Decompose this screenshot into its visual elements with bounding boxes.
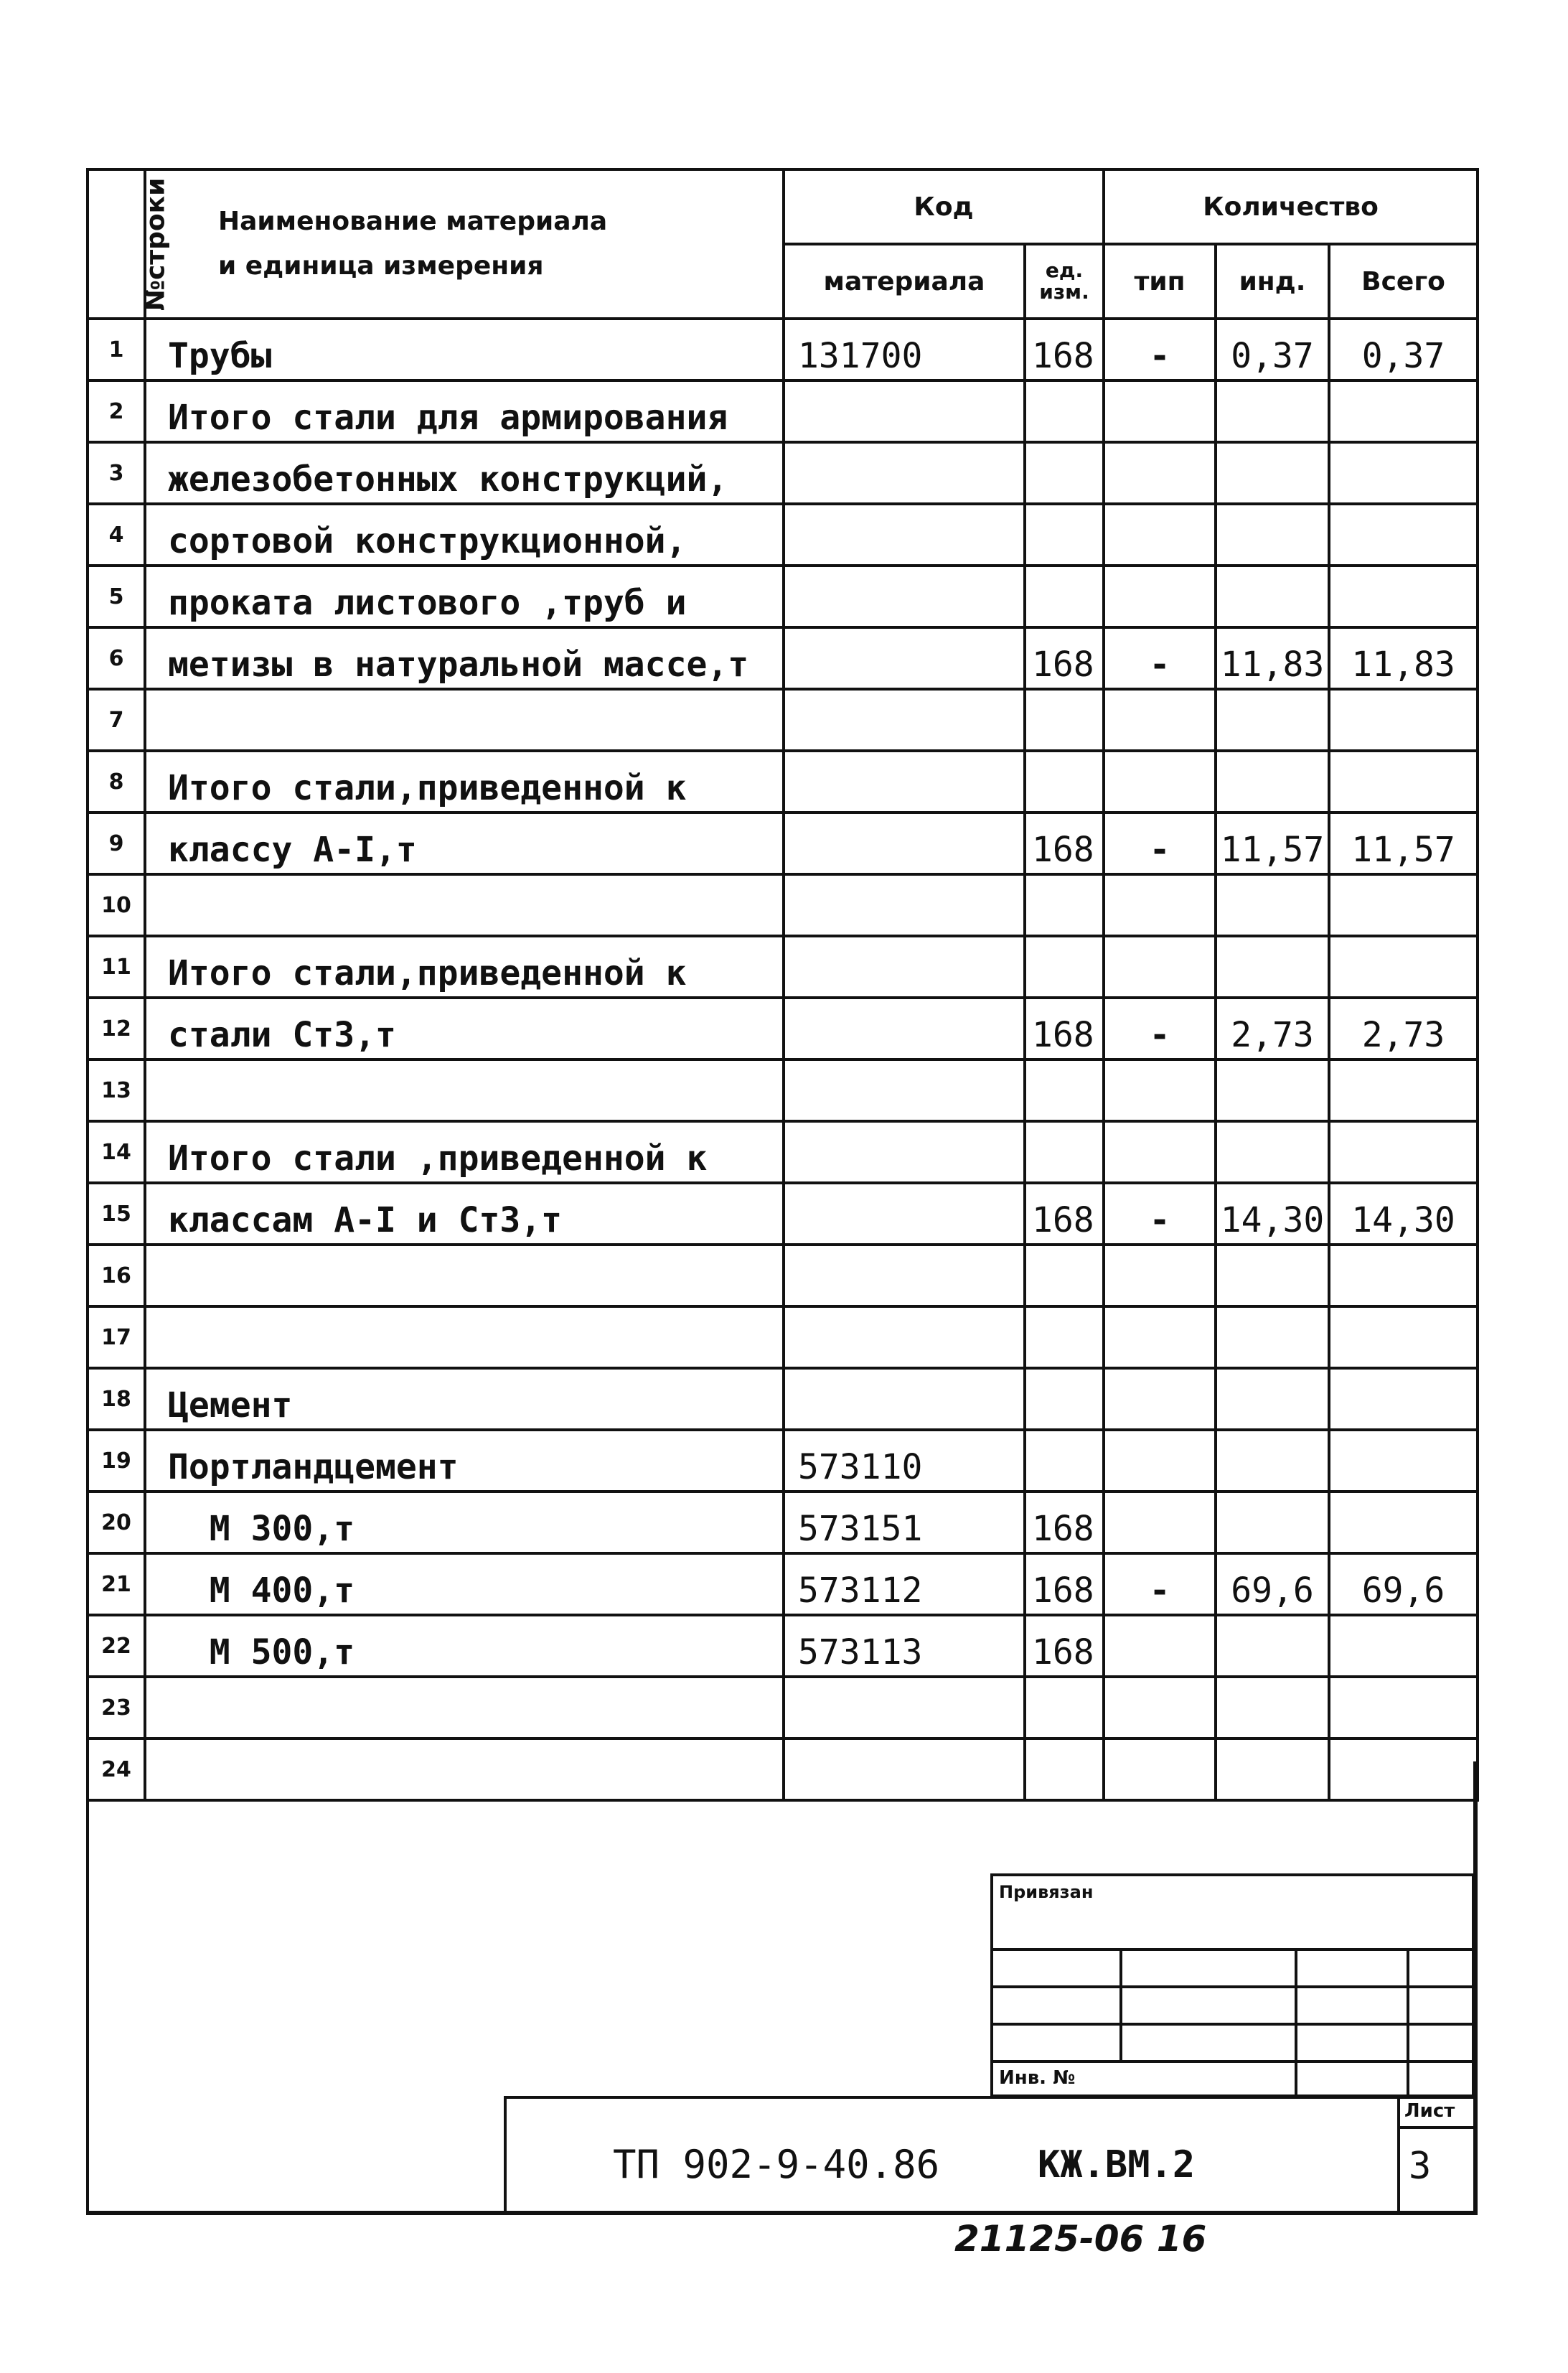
material-code-cell [784,1245,1025,1306]
stamp-line [1119,1948,1122,2063]
table-row [88,504,1478,566]
material-code-cell [784,998,1025,1059]
individual-quantity-cell [1216,1492,1329,1553]
table-row [88,1183,1478,1245]
individual-quantity-cell: 14,30 [1216,1183,1329,1245]
stamp-line [993,2023,1475,2026]
type-quantity-cell [1104,504,1216,566]
material-code-cell [784,689,1025,751]
stamp-line [1407,1948,1409,2097]
type-quantity-cell [1104,1306,1216,1368]
attached-label: Привязан [999,1882,1094,1902]
unit-code-cell: 168 [1025,1553,1104,1615]
material-code-cell [784,1738,1025,1800]
row-number-cell: 22 [88,1615,145,1677]
table-row [88,442,1478,504]
material-code-cell: 573151 [784,1492,1025,1553]
type-quantity-cell [1104,1677,1216,1738]
total-quantity-cell [1329,1368,1478,1430]
individual-quantity-cell [1216,566,1329,627]
unit-code-cell: 168 [1025,813,1104,874]
type-quantity-cell [1104,1492,1216,1553]
table-row [88,1245,1478,1306]
unit-code-cell [1025,1306,1104,1368]
material-code-cell: 573112 [784,1553,1025,1615]
binding-stamp [990,1873,1475,2097]
total-quantity-cell [1329,874,1478,936]
material-code-cell [784,1368,1025,1430]
total-quantity-cell: 11,83 [1329,627,1478,689]
total-quantity-cell [1329,751,1478,813]
table-row [88,689,1478,751]
table-row [88,1368,1478,1430]
header-type: тип [1104,244,1216,319]
type-quantity-cell: - [1104,319,1216,380]
frame-left-line [86,1761,89,2214]
material-name-cell: Итого стали,приведенной к [145,936,784,998]
material-name-cell [145,689,784,751]
total-quantity-cell [1329,1245,1478,1306]
material-code-cell [784,566,1025,627]
individual-quantity-cell: 11,57 [1216,813,1329,874]
type-quantity-cell [1104,566,1216,627]
table-row [88,1677,1478,1738]
row-number-cell: 24 [88,1738,145,1800]
unit-code-cell [1025,1059,1104,1121]
table-body [88,319,1478,1800]
unit-code-cell [1025,1677,1104,1738]
total-quantity-cell [1329,1738,1478,1800]
individual-quantity-cell [1216,1306,1329,1368]
row-number-cell: 17 [88,1306,145,1368]
type-quantity-cell [1104,1738,1216,1800]
type-quantity-cell [1104,1430,1216,1492]
unit-code-cell [1025,874,1104,936]
unit-code-cell [1025,1430,1104,1492]
inventory-number-label: Инв. № [999,2067,1076,2089]
material-name-cell: М 500,т [145,1615,784,1677]
type-quantity-cell [1104,380,1216,442]
table-row [88,566,1478,627]
header-total: Всего [1329,244,1478,319]
type-quantity-cell [1104,1368,1216,1430]
material-name-cell: классам А-I и Ст3,т [145,1183,784,1245]
total-quantity-cell [1329,442,1478,504]
title-block [504,2096,1476,2214]
table-row [88,1615,1478,1677]
material-name-cell: Итого стали ,приведенной к [145,1121,784,1183]
individual-quantity-cell: 2,73 [1216,998,1329,1059]
table-row [88,874,1478,936]
total-quantity-cell [1329,1306,1478,1368]
row-number-cell: 23 [88,1677,145,1738]
total-quantity-cell [1329,689,1478,751]
material-code-cell: 573110 [784,1430,1025,1492]
stamp-line [993,1985,1475,1988]
material-code-cell [784,1677,1025,1738]
document-code: ТП 902-9-40.86 [613,2142,940,2187]
material-code-cell [784,380,1025,442]
materials-table [86,168,1479,1802]
material-name-cell: сортовой конструкционной, [145,504,784,566]
table-row [88,1553,1478,1615]
material-code-cell [784,627,1025,689]
unit-code-cell [1025,504,1104,566]
table-row [88,1306,1478,1368]
individual-quantity-cell [1216,504,1329,566]
archive-number: 21125-06 16 [954,2218,1207,2260]
type-quantity-cell [1104,689,1216,751]
table-row [88,936,1478,998]
material-name-cell [145,1306,784,1368]
total-quantity-cell [1329,1615,1478,1677]
material-name-cell: классу А-I,т [145,813,784,874]
sheet-label: Лист [1404,2100,1455,2122]
table-row [88,1430,1478,1492]
material-code-cell [784,1306,1025,1368]
material-name-cell: метизы в натуральной массе,т [145,627,784,689]
material-code-cell [784,442,1025,504]
individual-quantity-cell [1216,1368,1329,1430]
sheet-number: 3 [1409,2145,1432,2188]
sheet-divider [1400,2126,1476,2129]
material-name-cell: Итого стали для армирования [145,380,784,442]
unit-code-cell: 168 [1025,1615,1104,1677]
type-quantity-cell: - [1104,1553,1216,1615]
individual-quantity-cell [1216,380,1329,442]
material-code-cell [784,751,1025,813]
individual-quantity-cell [1216,1121,1329,1183]
individual-quantity-cell [1216,442,1329,504]
material-name-cell: Портландцемент [145,1430,784,1492]
total-quantity-cell: 2,73 [1329,998,1478,1059]
material-code-cell [784,874,1025,936]
unit-code-cell [1025,1121,1104,1183]
row-number-cell: 19 [88,1430,145,1492]
type-quantity-cell [1104,1121,1216,1183]
individual-quantity-cell [1216,1738,1329,1800]
material-name-cell: М 300,т [145,1492,784,1553]
document-mark: КЖ.ВМ.2 [1038,2143,1196,2186]
table-row [88,627,1478,689]
unit-code-cell: 168 [1025,319,1104,380]
unit-code-cell [1025,936,1104,998]
row-number-cell: 1 [88,319,145,380]
table-row [88,813,1478,874]
material-code-cell [784,1121,1025,1183]
total-quantity-cell [1329,936,1478,998]
type-quantity-cell [1104,936,1216,998]
unit-code-cell: 168 [1025,998,1104,1059]
unit-code-cell: 168 [1025,1183,1104,1245]
material-code-cell: 131700 [784,319,1025,380]
header-material-code: материала [784,244,1025,319]
unit-code-cell [1025,1368,1104,1430]
material-code-cell [784,1183,1025,1245]
row-number-cell: 4 [88,504,145,566]
total-quantity-cell: 0,37 [1329,319,1478,380]
type-quantity-cell [1104,874,1216,936]
type-quantity-cell [1104,1245,1216,1306]
material-code-cell [784,813,1025,874]
unit-code-cell [1025,1738,1104,1800]
unit-code-cell: 168 [1025,627,1104,689]
total-quantity-cell [1329,1059,1478,1121]
type-quantity-cell [1104,1059,1216,1121]
type-quantity-cell: - [1104,998,1216,1059]
total-quantity-cell [1329,1430,1478,1492]
individual-quantity-cell [1216,689,1329,751]
table-row [88,380,1478,442]
header-individual: инд. [1216,244,1329,319]
individual-quantity-cell [1216,1615,1329,1677]
type-quantity-cell [1104,751,1216,813]
row-number-cell: 11 [88,936,145,998]
header-code-group: Код [784,169,1104,244]
individual-quantity-cell [1216,1245,1329,1306]
stamp-line [993,2060,1475,2063]
stamp-line [993,1948,1475,1951]
table-row [88,1492,1478,1553]
unit-code-cell: 168 [1025,1492,1104,1553]
material-name-cell: Трубы [145,319,784,380]
material-code-cell: 573113 [784,1615,1025,1677]
individual-quantity-cell [1216,1430,1329,1492]
material-name-cell [145,1677,784,1738]
material-name-cell: Итого стали,приведенной к [145,751,784,813]
row-number-cell: 8 [88,751,145,813]
total-quantity-cell [1329,380,1478,442]
material-name-cell: стали Ст3,т [145,998,784,1059]
row-number-cell: 7 [88,689,145,751]
total-quantity-cell [1329,566,1478,627]
row-number-cell: 12 [88,998,145,1059]
type-quantity-cell: - [1104,1183,1216,1245]
row-number-cell: 14 [88,1121,145,1183]
total-quantity-cell [1329,504,1478,566]
row-number-cell: 16 [88,1245,145,1306]
table-row [88,1059,1478,1121]
table-row [88,998,1478,1059]
material-name-cell [145,1059,784,1121]
type-quantity-cell: - [1104,813,1216,874]
row-number-cell: 6 [88,627,145,689]
individual-quantity-cell [1216,1059,1329,1121]
row-number-cell: 18 [88,1368,145,1430]
row-number-cell: 2 [88,380,145,442]
header-row-number: №строки [88,169,145,319]
header-unit: ед. изм. [1025,244,1104,319]
type-quantity-cell: - [1104,627,1216,689]
row-number-cell: 10 [88,874,145,936]
individual-quantity-cell: 11,83 [1216,627,1329,689]
type-quantity-cell [1104,1615,1216,1677]
total-quantity-cell [1329,1121,1478,1183]
row-number-cell: 3 [88,442,145,504]
table-row [88,319,1478,380]
total-quantity-cell [1329,1492,1478,1553]
unit-code-cell [1025,751,1104,813]
individual-quantity-cell: 0,37 [1216,319,1329,380]
total-quantity-cell: 14,30 [1329,1183,1478,1245]
material-name-cell: проката листового ,труб и [145,566,784,627]
row-number-cell: 9 [88,813,145,874]
row-number-cell: 15 [88,1183,145,1245]
individual-quantity-cell: 69,6 [1216,1553,1329,1615]
individual-quantity-cell [1216,936,1329,998]
sheet-cell [1397,2096,1476,2214]
row-number-cell: 13 [88,1059,145,1121]
unit-code-cell [1025,442,1104,504]
individual-quantity-cell [1216,1677,1329,1738]
stamp-line [1295,1948,1297,2097]
unit-code-cell [1025,689,1104,751]
material-name-cell [145,1738,784,1800]
material-name-cell: М 400,т [145,1553,784,1615]
material-code-cell [784,936,1025,998]
table-row [88,751,1478,813]
total-quantity-cell [1329,1677,1478,1738]
header-material-name: Наименование материала и единица измерения [145,169,784,319]
unit-code-cell [1025,380,1104,442]
unit-code-cell [1025,566,1104,627]
table-row [88,1121,1478,1183]
total-quantity-cell: 69,6 [1329,1553,1478,1615]
material-code-cell [784,504,1025,566]
material-name-cell [145,1245,784,1306]
row-number-cell: 21 [88,1553,145,1615]
individual-quantity-cell [1216,751,1329,813]
unit-code-cell [1025,1245,1104,1306]
row-number-cell: 20 [88,1492,145,1553]
material-name-cell: железобетонных конструкций, [145,442,784,504]
table-row [88,1738,1478,1800]
material-code-cell [784,1059,1025,1121]
material-name-cell: Цемент [145,1368,784,1430]
type-quantity-cell [1104,442,1216,504]
material-name-cell [145,874,784,936]
total-quantity-cell: 11,57 [1329,813,1478,874]
individual-quantity-cell [1216,874,1329,936]
header-quantity-group: Количество [1104,169,1478,244]
row-number-cell: 5 [88,566,145,627]
